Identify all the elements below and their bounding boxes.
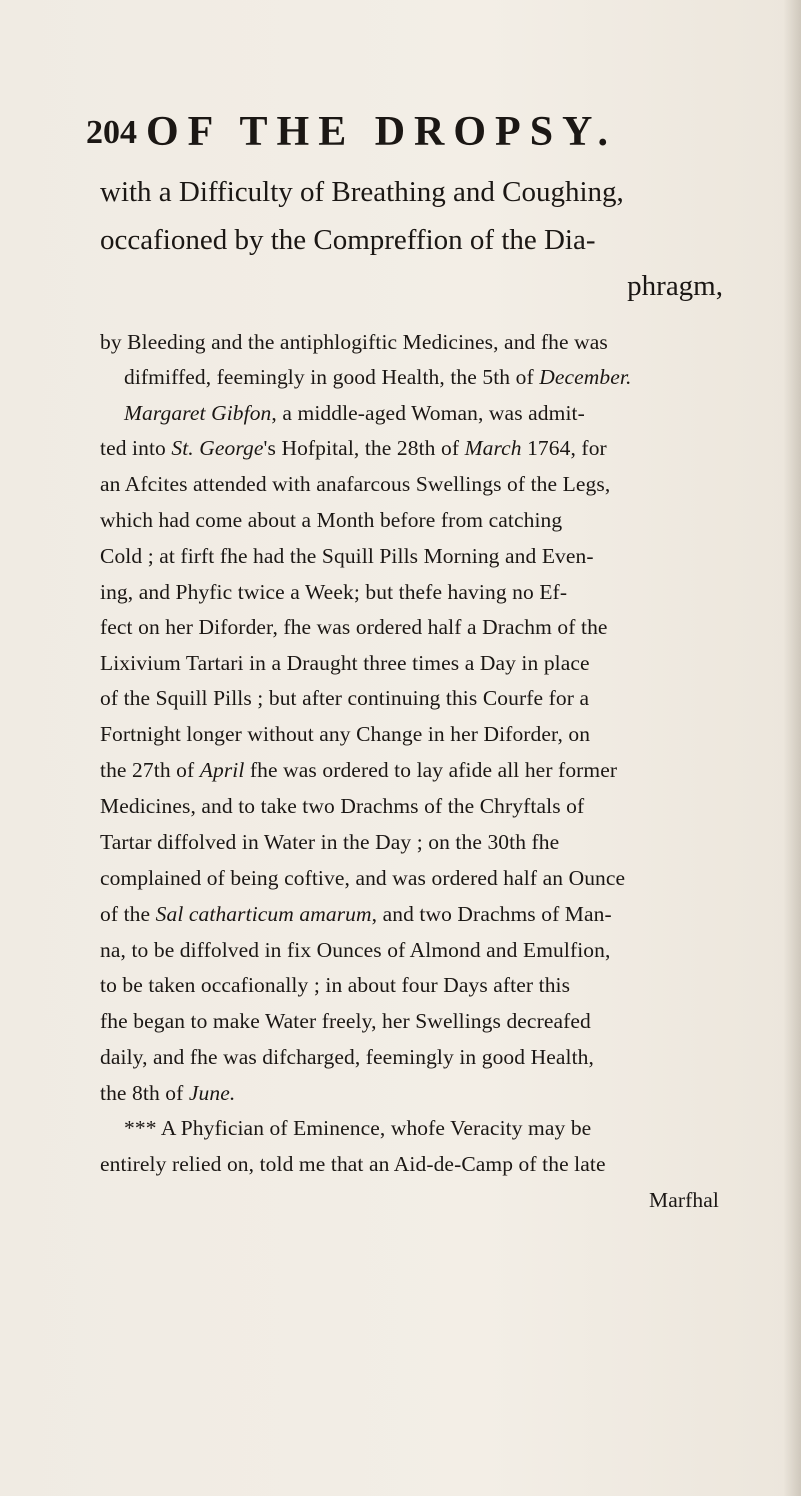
text-line: Lixivium Tartari in a Draught three times a Day in place <box>100 651 590 675</box>
text-line: Medicines, and to take two Drachms of the Chryftals of <box>100 794 585 818</box>
text-line: complained of being coftive, and was ordered half an Ounce <box>100 866 626 890</box>
text-line: Margaret Gibfon, a middle-aged Woman, was admit- <box>124 401 585 425</box>
catchword: Marfhal <box>649 1188 719 1212</box>
text-line: *** A Phyfician of Eminence, whofe Veracity may be <box>124 1116 592 1140</box>
text-line: daily, and fhe was difcharged, feemingly in good Health, <box>100 1045 594 1069</box>
page-number: 204 <box>86 114 137 151</box>
text-line: Fortnight longer without any Change in her Diforder, on <box>100 722 591 746</box>
text-line: the 27th of April fhe was ordered to lay afide all her former <box>100 758 618 782</box>
text-line: fect on her Diforder, fhe was ordered half a Drachm of the <box>100 615 608 639</box>
text-line: an Afcites attended with anafarcous Swellings of the Legs, <box>100 472 611 496</box>
text-line: ing, and Phyfic twice a Week; but thefe having no Ef- <box>100 580 568 604</box>
text-line: Tartar diffolved in Water in the Day ; on the 30th fhe <box>100 830 560 854</box>
running-header <box>86 108 766 156</box>
lead-line-3: phragm, <box>627 270 723 302</box>
page-edge-shadow <box>783 0 801 1496</box>
text-line: na, to be diffolved in fix Ounces of Almond and Emulfion, <box>100 938 611 962</box>
text-line: the 8th of June. <box>100 1081 236 1105</box>
text-line: of the Sal catharticum amarum, and two Drachms of Man- <box>100 902 612 926</box>
text-line: of the Squill Pills ; but after continuing this Courfe for a <box>100 686 590 710</box>
text-line: which had come about a Month before from catching <box>100 508 563 532</box>
running-title: OF THE DROPSY. <box>146 109 618 155</box>
text-line: difmiffed, feemingly in good Health, the 5th of December. <box>124 365 632 389</box>
text-line: ted into St. George's Hofpital, the 28th of March 1764, for <box>100 436 607 460</box>
lead-line-2: occafioned by the Compreffion of the Dia- <box>100 224 596 256</box>
text-line: entirely relied on, told me that an Aid-de-Camp of the late <box>100 1152 606 1176</box>
text-line: to be taken occafionally ; in about four Days after this <box>100 973 571 997</box>
text-line: fhe began to make Water freely, her Swellings decreafed <box>100 1009 591 1033</box>
text-line: Cold ; at firft fhe had the Squill Pills Morning and Even- <box>100 544 594 568</box>
text-line: by Bleeding and the antiphlogiftic Medicines, and fhe was <box>100 330 608 354</box>
lead-line-1: with a Difficulty of Breathing and Coughing, <box>100 176 624 208</box>
